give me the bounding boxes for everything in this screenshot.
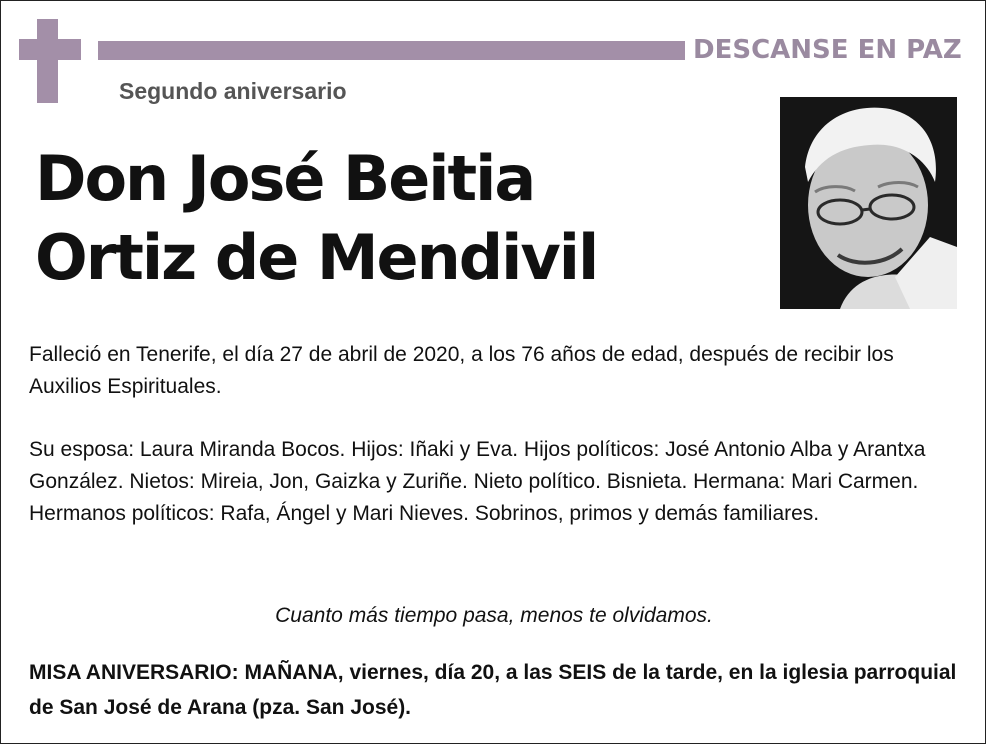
headline: DESCANSE EN PAZ [693,35,962,65]
deceased-name [35,139,755,297]
name-line-1: Don José Beitia [35,142,535,215]
death-notice: Falleció en Tenerife, el día 27 de abril de 2020, a los 76 años de edad, después de recibir los Auxilios Espirituales. [29,343,894,398]
cross-icon-bar [19,39,81,60]
cross-icon [37,19,58,103]
portrait-photo-icon [780,97,957,309]
portrait-photo [780,97,957,309]
mass-announcement: MISA ANIVERSARIO: MAÑANA, viernes, día 20, a las SEIS de la tarde, en la iglesia parroquial de San José de Arana (pza. San José). [29,661,957,719]
name-line-2: Ortiz de Mendivil [35,221,598,294]
family-list: Su esposa: Laura Miranda Bocos. Hijos: Iñaki y Eva. Hijos políticos: José Antonio Alba y Arantxa González. Nietos: Mireia, Jon, Gaizka y Zuriñe. Nieto político. Bisnieta. Hermana: Mari Carmen. Hermanos políticos: Rafa, Ángel y Mari Nieves. Sobrinos, primos y demás familiares. [29,438,926,525]
memorial-quote: Cuanto más tiempo pasa, menos te olvidamos. [275,604,713,627]
header-rule [98,41,685,60]
subtitle: Segundo aniversario [119,78,347,104]
